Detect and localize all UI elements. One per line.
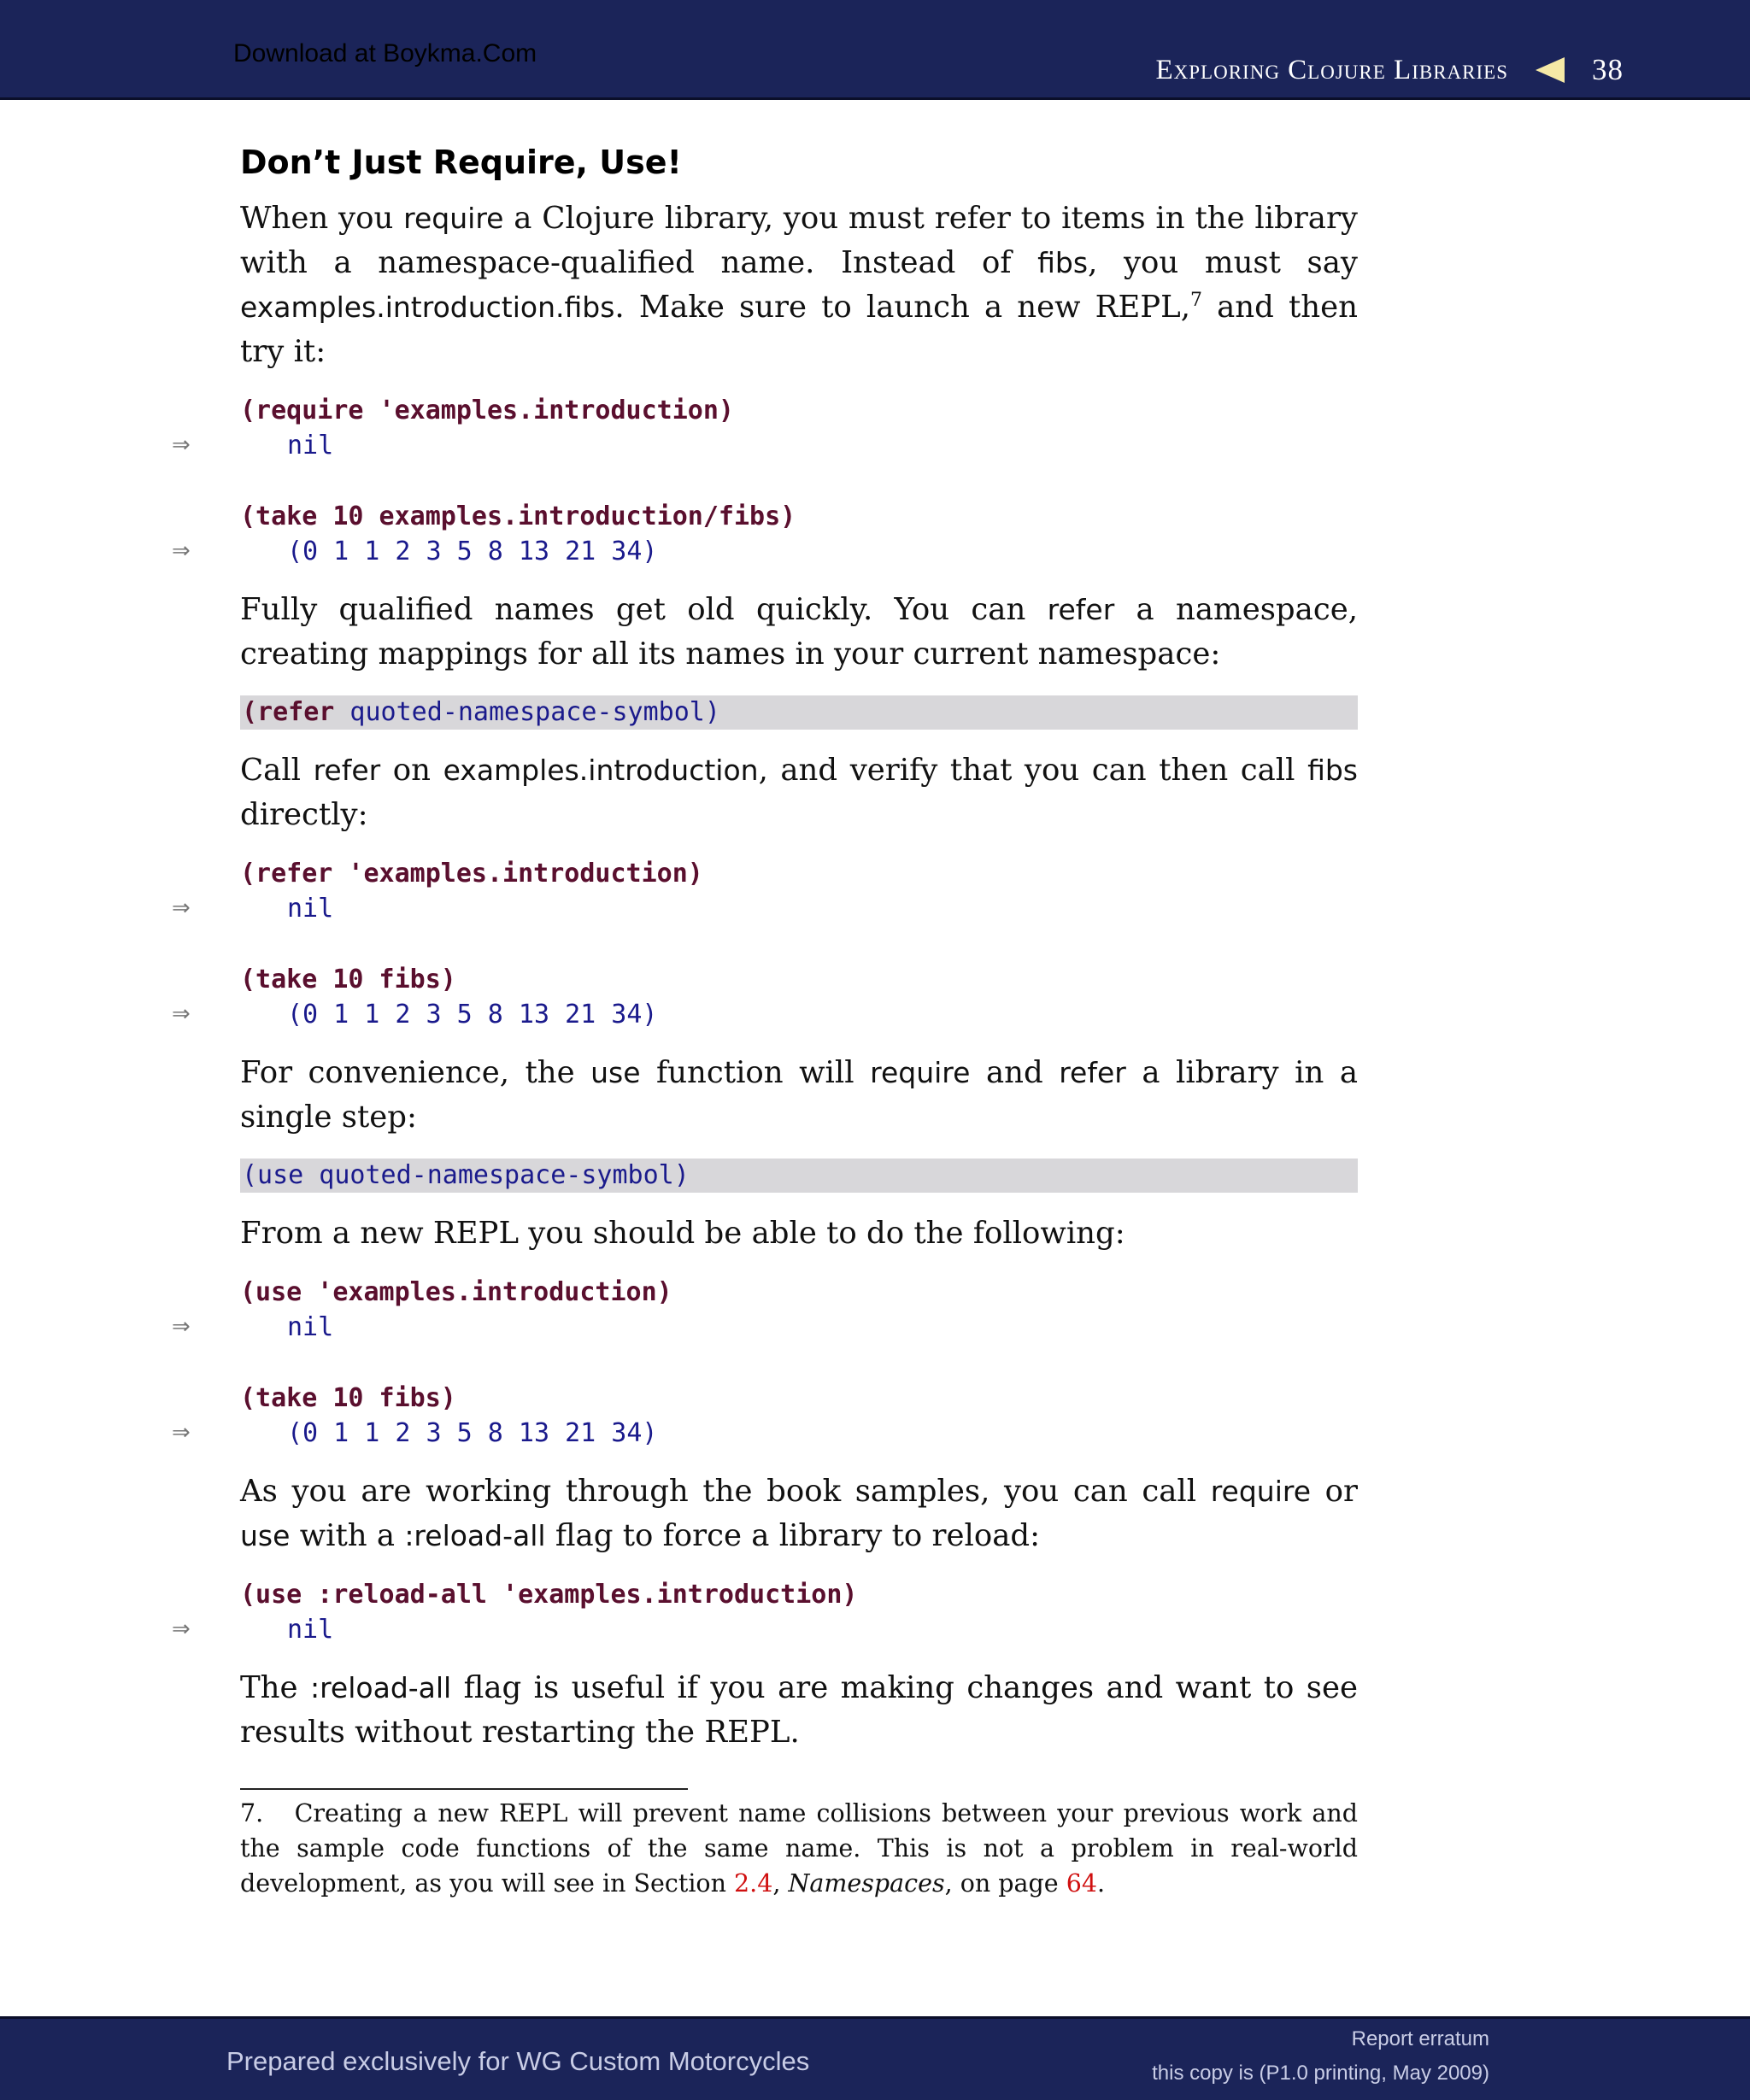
code-example-5 bbox=[172, 1275, 1358, 1345]
text: As you are working through the book samples, you can call bbox=[240, 1474, 1211, 1509]
code-input: (take 10 fibs) bbox=[240, 1383, 456, 1413]
paragraph-5: From a new REPL you should be able to do the following: bbox=[240, 1216, 1125, 1251]
code-output: nil bbox=[287, 894, 334, 924]
paragraph-1 bbox=[240, 197, 1358, 374]
text: , and verify that you can then call bbox=[758, 753, 1308, 788]
text: . bbox=[1096, 1869, 1106, 1898]
code-example-4 bbox=[172, 962, 1358, 1032]
footnote-7 bbox=[240, 1796, 1358, 1901]
code-term: examples.introduction.fibs bbox=[240, 290, 615, 324]
text: For convenience, the bbox=[240, 1055, 591, 1090]
text: directly: bbox=[240, 797, 368, 832]
text: a library in a single step: bbox=[240, 1055, 1358, 1135]
syntax-keyword: (refer bbox=[242, 697, 335, 727]
triangle-left-icon[interactable] bbox=[1536, 57, 1565, 83]
code-input: (take 10 examples.introduction/fibs) bbox=[240, 502, 796, 531]
code-input: (refer 'examples.introduction) bbox=[240, 859, 703, 889]
result-arrow-icon: ⇒ bbox=[172, 538, 191, 564]
text: When you bbox=[240, 201, 404, 236]
code-term: :reload-all bbox=[309, 1671, 452, 1704]
code-term: refer bbox=[313, 754, 381, 787]
code-input: (use :reload-all 'examples.introduction) bbox=[240, 1580, 858, 1610]
page-footer bbox=[0, 2016, 1750, 2100]
code-example-3 bbox=[172, 856, 1358, 926]
syntax-args: quoted-namespace-symbol) bbox=[334, 697, 720, 727]
text: on bbox=[380, 753, 443, 788]
code-term: use bbox=[590, 1056, 641, 1089]
text: The bbox=[240, 1670, 310, 1705]
text: flag is useful if you are making changes and want to see results without restarting the REPL. bbox=[240, 1670, 1358, 1750]
text: , you must say bbox=[1088, 245, 1358, 280]
report-erratum-link[interactable]: Report erratum bbox=[1351, 2027, 1489, 2050]
code-term: require bbox=[870, 1056, 971, 1089]
copy-info: this copy is (P1.0 printing, May 2009) bbox=[1152, 2062, 1489, 2085]
running-head bbox=[1155, 53, 1624, 87]
page-header bbox=[0, 0, 1750, 100]
section-title-ref: Namespaces bbox=[788, 1869, 945, 1898]
syntax-box-refer bbox=[240, 695, 1358, 730]
result-arrow-icon: ⇒ bbox=[172, 895, 191, 921]
code-output: nil bbox=[287, 1312, 334, 1342]
syntax-box-use: (use quoted-namespace-symbol) bbox=[240, 1159, 1358, 1193]
code-output: nil bbox=[287, 431, 334, 460]
footnote-number: 7. bbox=[240, 1799, 264, 1827]
paragraph-7 bbox=[240, 1666, 1358, 1755]
code-example-1 bbox=[172, 393, 1358, 463]
text: , bbox=[772, 1869, 789, 1898]
page-link[interactable]: 64 bbox=[1066, 1869, 1097, 1898]
text: , on page bbox=[944, 1869, 1066, 1898]
code-term: require bbox=[403, 202, 504, 235]
result-arrow-icon: ⇒ bbox=[172, 432, 191, 458]
main-content bbox=[172, 144, 1359, 1755]
text: a Clojure library, you must refer to items in the library with a namespace-qualified name. Instead of bbox=[240, 201, 1358, 280]
code-term: fibs bbox=[1307, 754, 1358, 787]
code-term: use bbox=[240, 1519, 291, 1552]
code-input: (require 'examples.introduction) bbox=[240, 396, 734, 425]
text: and bbox=[970, 1055, 1060, 1090]
code-example-2 bbox=[172, 499, 1358, 569]
code-term: examples.introduction bbox=[443, 754, 759, 787]
paragraph-3 bbox=[240, 748, 1358, 837]
text: Fully qualified names get old quickly. You can bbox=[240, 592, 1048, 627]
prepared-for-text: Prepared exclusively for WG Custom Motorcycles bbox=[226, 2046, 810, 2076]
text: and then try it: bbox=[240, 290, 1359, 369]
result-arrow-icon: ⇒ bbox=[172, 1616, 191, 1642]
code-term: require bbox=[1210, 1475, 1312, 1508]
text: a namespace, creating mappings for all its names in your current namespace: bbox=[240, 592, 1358, 672]
result-arrow-icon: ⇒ bbox=[172, 1420, 191, 1446]
footnote-ref[interactable]: 7 bbox=[1190, 290, 1203, 312]
code-term: fibs bbox=[1037, 246, 1089, 279]
text: Creating a new REPL will prevent name collisions between your previous work and the sample code functions of the same name. This is not a problem in real-world development, as you will see in Section bbox=[240, 1799, 1358, 1898]
code-term: refer bbox=[1047, 593, 1115, 626]
code-input: (take 10 fibs) bbox=[240, 965, 456, 994]
download-watermark: Download at Boykma.Com bbox=[233, 39, 537, 67]
text: with a bbox=[290, 1518, 405, 1553]
text: flag to force a library to reload: bbox=[545, 1518, 1041, 1553]
text: . Make sure to launch a new REPL, bbox=[614, 290, 1191, 325]
code-input: (use 'examples.introduction) bbox=[240, 1277, 672, 1307]
text: or bbox=[1311, 1474, 1358, 1509]
result-arrow-icon: ⇒ bbox=[172, 1314, 191, 1340]
section-title: Don’t Just Require, Use! bbox=[240, 144, 682, 181]
code-output: (0 1 1 2 3 5 8 13 21 34) bbox=[287, 1418, 658, 1448]
paragraph-4 bbox=[240, 1051, 1358, 1140]
code-output: (0 1 1 2 3 5 8 13 21 34) bbox=[287, 1000, 658, 1029]
code-example-6 bbox=[172, 1381, 1358, 1451]
chapter-title: Exploring Clojure Libraries bbox=[1155, 54, 1508, 85]
section-link[interactable]: 2.4 bbox=[734, 1869, 773, 1898]
code-output: (0 1 1 2 3 5 8 13 21 34) bbox=[287, 537, 658, 566]
text: function will bbox=[640, 1055, 871, 1090]
code-term: refer bbox=[1059, 1056, 1126, 1089]
result-arrow-icon: ⇒ bbox=[172, 1001, 191, 1027]
code-example-7 bbox=[172, 1577, 1358, 1647]
page-number: 38 bbox=[1592, 53, 1624, 86]
code-term: :reload-all bbox=[404, 1519, 546, 1552]
paragraph-2 bbox=[240, 588, 1358, 677]
paragraph-6 bbox=[240, 1469, 1358, 1558]
text: Call bbox=[240, 753, 314, 788]
footnote-divider bbox=[240, 1788, 688, 1790]
code-output: nil bbox=[287, 1615, 334, 1645]
